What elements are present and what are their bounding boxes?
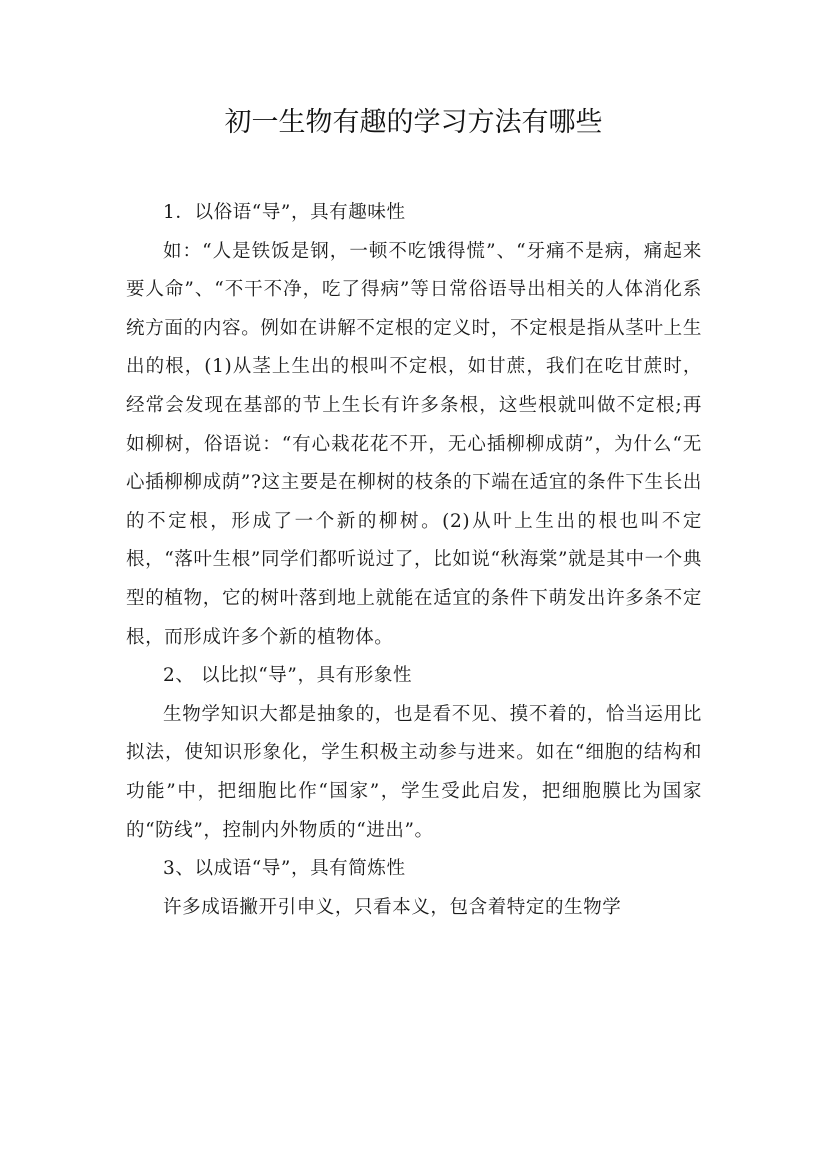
section-heading-3: 3、以成语“导”，具有简炼性: [163, 858, 406, 880]
body-paragraph-1: 如：“人是铁饭是钢，一顿不吃饿得慌”、“牙痛不是病，痛起来要人命”、“不干不净，吃了得病”等日常俗语导出相关的人体消化系统方面的内容。例如在讲解不定根的定义时，不定根是指从茎叶上生出的根，(1)从茎上生出的根叫不定根，如甘蔗，我们在吃甘蔗时，经常会发现在基部的节上生长有许多条根，这些根就叫做不定根;再如柳树，俗语说：“有心栽花花不开，无心插柳柳成荫”，为什么“无心插柳柳成荫”?这主要是在柳树的枝条的下端在适宜的条件下生长出的不定根，形成了一个新的柳树。(2)从叶上生出的根也叫不定根，“落叶生根”同学们都听说过了，比如说“秋海棠”就是其中一个典型的植物，它的树叶落到地上就能在适宜的条件下萌发出许多条不定根，而形成许多个新的植物体。: [126, 240, 702, 648]
document-title: 初一生物有趣的学习方法有哪些: [224, 107, 603, 138]
section-heading-1: 1．以俗语“导”，具有趣味性: [163, 202, 406, 223]
document-body: [126, 194, 702, 927]
body-paragraph-2: 生物学知识大都是抽象的，也是看不见、摸不着的，恰当运用比拟法，使知识形象化，学生积极主动参与进来。如在“细胞的结构和功能”中，把细胞比作“国家”，学生受此启发，把细胞膜比为国家的“防线”，控制内外物质的“进出”。: [126, 703, 702, 841]
body-paragraph-3: 许多成语撇开引申义，只看本义，包含着特定的生物学: [163, 896, 622, 918]
section-heading-2: 2、 以比拟“导”，具有形象性: [163, 665, 413, 687]
